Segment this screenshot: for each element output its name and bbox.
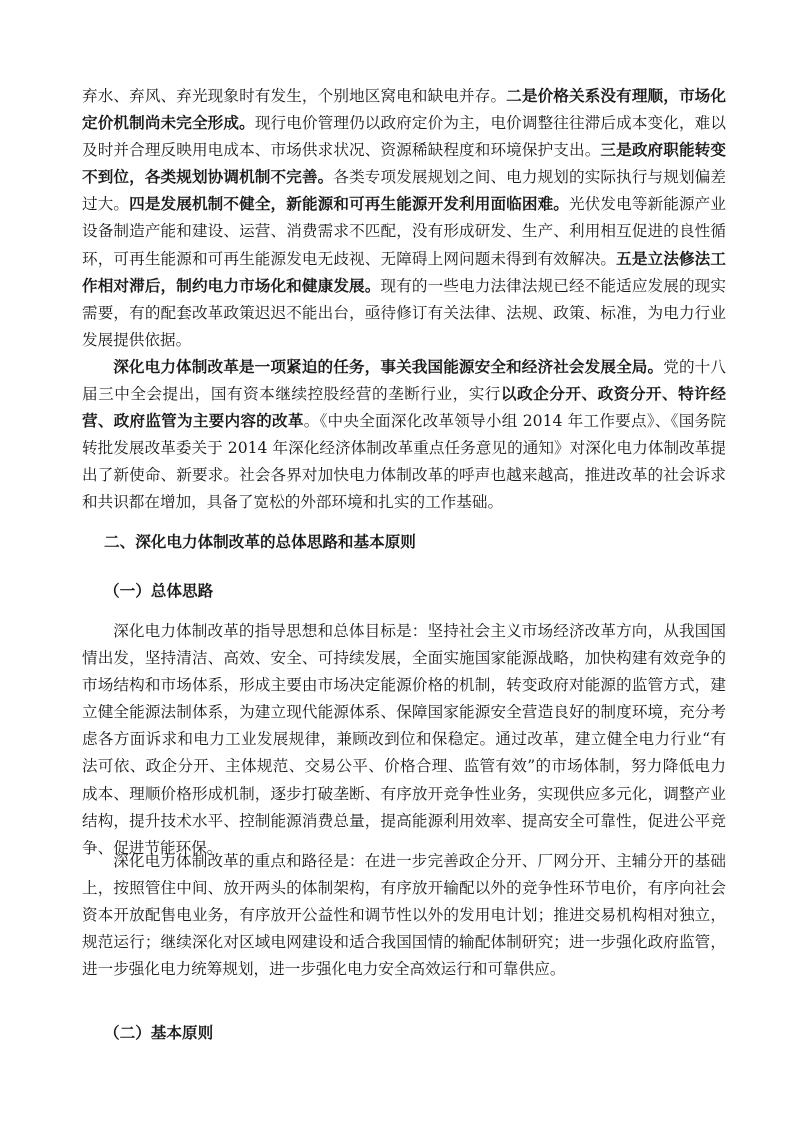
focus-path-text: 深化电力体制改革的重点和路径是：在进一步完善政企分开、厂网分开、主辅分开的基础上，按照管住中间、放开两头的体制架构，有序放开输配以外的竞争性环节电价，有序向社会资本开放配售电业务，有序放开公益性和调节性以外的发用电计划；推进交易机构相对独立，规范运行；继续深化对区域电网建设和适合我国国情的输配体制研究；进一步强化政府监管，进一步强化电力统筹规划，进一步强化电力安全高效运行和可靠供应。 xyxy=(82,852,726,979)
urgency-text-1: 党的十八届三中全会提出，国有资本继续控股经营的垄断行业，实行 xyxy=(82,358,726,404)
problem-sentence: 弃水、弃风、弃光现象时有发生，个别地区窝电和缺电并存。 xyxy=(82,87,507,105)
problem-4-text: 光伏发电等新能源产业设备制造产能和建设、运营、消费需求不匹配，没有形成研发、生产、利用相互促进的良性循环，可再生能源和可再生能源发电无歧视、无障碍上网问题未得到有效解决。 xyxy=(82,195,726,268)
subsection-1-heading: （一）总体思路 xyxy=(104,582,214,600)
problem-4-heading: 四是发展机制不健全，新能源和可再生能源开发利用面临困难。 xyxy=(129,195,569,214)
problem-5-text: 现有的一些电力法律法规已经不能适应发展的现实需要，有的配套改革政策迟迟不能出台，亟待修订有关法律、法规、政策、标准，为电力行业发展提供依据。 xyxy=(82,276,726,349)
urgency-text-2: 。《中央全面深化改革领导小组 2014 年工作要点》、《国务院转批发展改革委关于 2014 年深化经济体制改革重点任务意见的通知》对深化电力体制改革提出了新使命、新要求。社会各界对加快电力体制改革的呼声也越来越高，推进改革的社会诉求和共识都在增加，具备了宽松的外部环境和扎实的工作基础。 xyxy=(82,412,726,512)
paragraph-urgency xyxy=(82,354,726,517)
urgency-heading: 深化电力体制改革是一项紧迫的任务，事关我国能源安全和经济社会发展全局。 xyxy=(113,358,664,376)
paragraph-focus-path xyxy=(82,848,726,983)
problem-2-heading: 二是价格关系没有理顺，市场化定价机制尚未完全形成。 xyxy=(82,87,726,133)
paragraph-problems xyxy=(82,83,726,354)
guiding-ideology-text: 深化电力体制改革的指导思想和总体目标是：坚持社会主义市场经济改革方向，从我国国情出发，坚持清洁、高效、安全、可持续发展，全面实施国家能源战略，加快构建有效竞争的市场结构和市场体系，形成主要由市场决定能源价格的机制，转变政府对能源的监管方式，建立健全能源法制体系，为建立现代能源体系、保障国家能源安全营造良好的制度环境，充分考虑各方面诉求和电力工业发展规律，兼顾改到位和保稳定。通过改革，建立健全电力行业“有法可依、政企分开、主体规范、交易公平、价格合理、监管有效”的市场体制，努力降低电力成本、理顺价格形成机制，逐步打破垄断、有序放开竞争性业务，实现供应多元化，调整产业结构，提升技术水平、控制能源消费总量，提高能源利用效率、提高安全可靠性，促进公平竞争、促进节能环保。 xyxy=(82,622,726,857)
problem-3-heading: 三是政府职能转变不到位，各类规划协调机制不完善。 xyxy=(82,141,726,187)
problem-5-heading: 五是立法修法工作相对滞后，制约电力市场化和健康发展。 xyxy=(82,249,726,295)
problem-2-text: 现行电价管理仍以政府定价为主，电价调整往往滞后成本变化，难以及时并合理反映用电成本、市场供求状况、资源稀缺程度和环境保护支出。 xyxy=(82,114,726,160)
urgency-reform-content: 以政企分开、政资分开、特许经营、政府监管为主要内容的改革 xyxy=(82,385,726,431)
subsection-2-heading: （二）基本原则 xyxy=(104,1024,214,1042)
problem-3-text: 各类专项发展规划之间、电力规划的实际执行与规划偏差过大。 xyxy=(82,168,726,214)
section-2-heading: 二、深化电力体制改革的总体思路和基本原则 xyxy=(104,533,416,551)
paragraph-guiding-ideology xyxy=(82,618,726,862)
